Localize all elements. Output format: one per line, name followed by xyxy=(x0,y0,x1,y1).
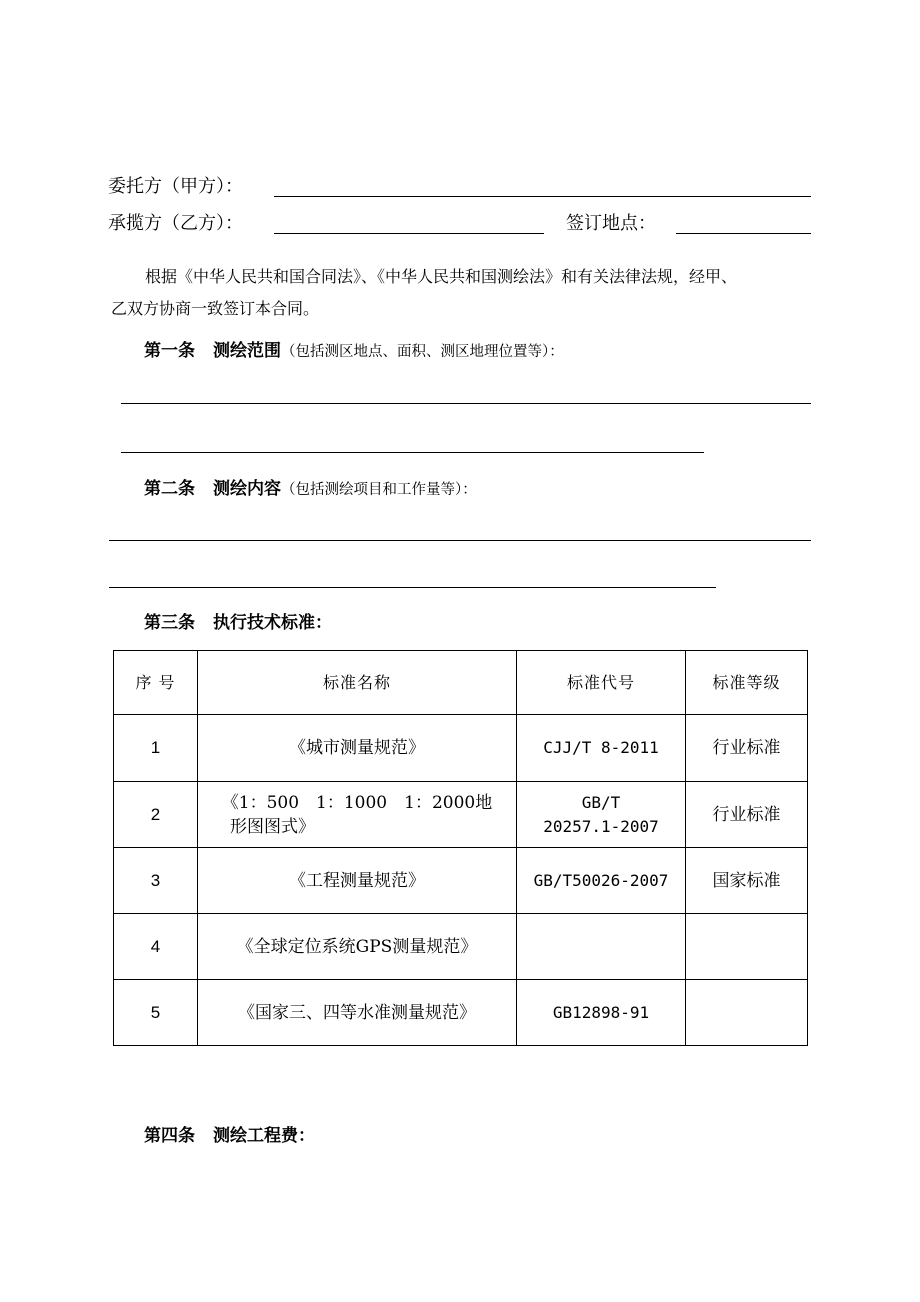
row-name xyxy=(198,848,517,914)
article-1-title: 测绘范围 xyxy=(213,341,281,361)
table-row xyxy=(114,980,808,1046)
row-name xyxy=(198,980,517,1046)
table-row xyxy=(114,715,808,782)
header-level: 标准等级 xyxy=(686,651,808,715)
row-level xyxy=(686,914,808,980)
article-2-number: 第二条 xyxy=(144,479,195,499)
article-4-number: 第四条 xyxy=(144,1126,195,1146)
row-code xyxy=(517,914,686,980)
article-1-field-line-2[interactable] xyxy=(121,452,704,453)
article-4-heading xyxy=(144,1125,315,1147)
row-level xyxy=(686,980,808,1046)
row-code xyxy=(517,715,686,782)
article-1-heading xyxy=(144,340,564,363)
row-code-text: GB/T xyxy=(581,792,621,812)
header-code: 标准代号 xyxy=(517,651,686,715)
row-name-text: 《工程测量规范》 xyxy=(289,870,425,891)
sign-place-field[interactable] xyxy=(676,233,811,234)
row-level: 行业标准 xyxy=(686,715,808,782)
client-label: 委托方（甲方）： xyxy=(108,176,243,197)
article-3-number: 第三条 xyxy=(144,613,195,633)
row-code xyxy=(517,782,686,848)
row-name-text: 《国家三、四等水准测量规范》 xyxy=(238,1002,476,1023)
row-name-text-line-2: 形图图式》 xyxy=(230,816,315,837)
row-no: 5 xyxy=(114,980,198,1046)
article-1-note: （包括测区地点、面积、测区地理位置等）： xyxy=(281,344,564,360)
row-level: 行业标准 xyxy=(686,782,808,848)
row-code-text: GB12898-91 xyxy=(552,1002,650,1022)
row-code xyxy=(517,980,686,1046)
table-header-row xyxy=(114,651,808,715)
row-level: 国家标准 xyxy=(686,848,808,914)
article-3-title: 执行技术标准： xyxy=(213,613,332,633)
row-code xyxy=(517,848,686,914)
row-code-text: CJJ/T 8-2011 xyxy=(543,738,659,757)
table-row xyxy=(114,782,808,848)
header-name: 标准名称 xyxy=(198,651,517,715)
client-field[interactable] xyxy=(274,196,811,197)
article-2-note: （包括测绘项目和工作量等）： xyxy=(281,482,477,498)
row-name-text: 《城市测量规范》 xyxy=(289,738,425,758)
article-2-title: 测绘内容 xyxy=(213,479,281,499)
header-no: 序 号 xyxy=(114,651,198,715)
article-1-number: 第一条 xyxy=(144,341,195,361)
sign-place-label: 签订地点： xyxy=(566,213,656,234)
row-code-text: GB/T50026-2007 xyxy=(533,870,669,890)
row-name xyxy=(198,782,517,848)
row-name xyxy=(198,914,517,980)
row-no: 4 xyxy=(114,914,198,980)
table-row xyxy=(114,848,808,914)
row-name xyxy=(198,715,517,782)
row-no: 1 xyxy=(114,715,198,782)
row-code-text-line-2: 20257.1-2007 xyxy=(543,816,659,836)
article-4-title: 测绘工程费： xyxy=(213,1126,315,1146)
article-2-field-line-1[interactable] xyxy=(109,540,811,541)
article-1-field-line-1[interactable] xyxy=(121,403,811,404)
intro-line-1: 根据《中华人民共和国合同法》、《中华人民共和国测绘法》和有关法律法规，经甲、 xyxy=(145,267,738,286)
contractor-field[interactable] xyxy=(274,233,544,234)
standards-table xyxy=(113,650,808,1046)
article-2-field-line-2[interactable] xyxy=(109,587,716,588)
article-3-heading xyxy=(144,612,332,634)
row-name-text: 《全球定位系统GPS测量规范》 xyxy=(236,936,478,957)
contractor-label: 承揽方（乙方）： xyxy=(108,213,243,234)
row-no: 3 xyxy=(114,848,198,914)
row-no: 2 xyxy=(114,782,198,848)
article-2-heading xyxy=(144,478,477,501)
row-name-text: 《1：500 1：1000 1：2000地 xyxy=(221,792,493,813)
intro-line-2: 乙双方协商一致签订本合同。 xyxy=(111,299,320,318)
table-row xyxy=(114,914,808,980)
